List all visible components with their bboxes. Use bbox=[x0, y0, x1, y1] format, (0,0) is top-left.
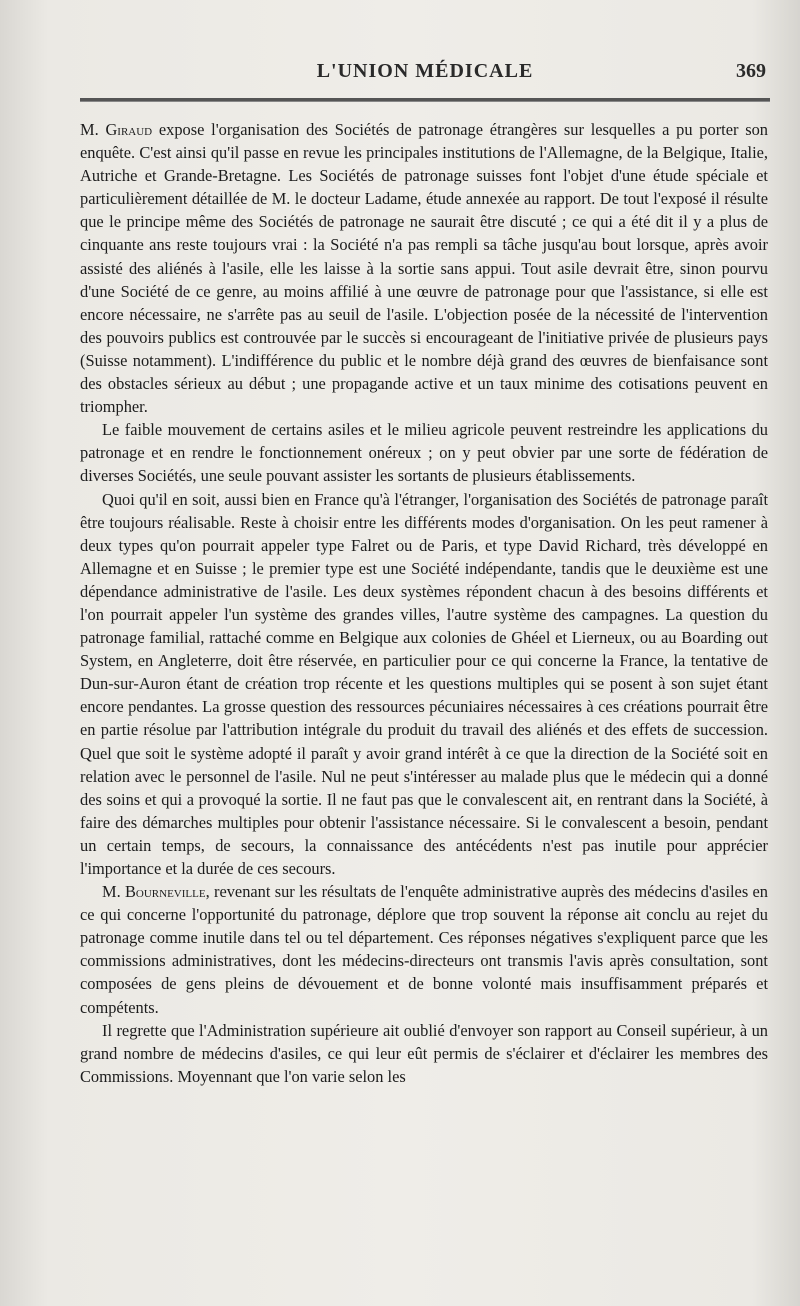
running-title: L'UNION MÉDICALE bbox=[316, 60, 534, 82]
page-header bbox=[80, 60, 770, 90]
paragraph-giraud bbox=[80, 118, 768, 418]
paragraph-text: Il regrette que l'Administration supérieure ait oublié d'envoyer son rapport au Conseil supérieur, à un grand nombre de médecins d'asiles, ce qui leur eût permis de s'éclairer et d'éclairer les membres des Commissions. Moyennant que l'on varie selon les bbox=[80, 1020, 768, 1086]
paragraph-regret bbox=[80, 1019, 768, 1088]
article-body bbox=[80, 118, 768, 1088]
paragraph-text: Quoi qu'il en soit, aussi bien en France qu'à l'étranger, l'organisation des Sociétés de patronage paraît être toujours réalisable. Reste à choisir entre les différents modes d'organisation. On les peut ramener à deux types qu'on pourrait appeler type Falret ou de Paris, et type David Richard, très développé en Allemagne et en Suisse ; le premier type est une Société indépendante, tandis que le deuxième est une dépendance administrative de l'asile. Les deux systèmes répondent chacun à des besoins différents et l'on pourrait appeler l'un système des grandes villes, l'autre système des campagnes. La question du patronage familial, rattaché comme en Belgique aux colonies de Ghéel et Lierneux, ou au Boarding out System, en Angleterre, doit être réservée, en particulier pour ce qui concerne la France, la tentative de Dun-sur-Auron étant de création trop récente et les questions multiples qui se posent à son sujet étant encore pendantes. La grosse question des ressources pécuniaires nécessaires à ces créations pourrait être en partie résolue par l'attribution intégrale du produit du travail des aliénés et des effets de succession. Quel que soit le système adopté il paraît y avoir grand intérêt à ce que la direction de la Société soit en relation avec le personnel de l'asile. Nul ne peut s'intéresser au malade plus que le médecin qui a donné des soins et qui a provoqué la sortie. Il ne faut pas que le convalescent ait, en rentrant dans la Société, à faire des démarches multiples pour obtenir l'assistance nécessaire. Si le convalescent a besoin, pendant un certain temps, de secours, la connaissance des antécédents n'est pas inutile pour apprécier l'importance et la durée de ces secours. bbox=[80, 489, 768, 878]
speaker-name: M. Giraud bbox=[80, 120, 153, 139]
paragraph-text: expose l'organisation des Sociétés de patronage étrangères sur lesquelles a pu porter son enquête. C'est ainsi qu'il passe en revue les principales institutions de l'Allemagne, de la Belgique, Italie, Autriche et Grande-Bretagne. Les Sociétés de patronage suisses font l'objet d'une étude spéciale et particulièrement détaillée de M. le docteur Ladame, étude annexée au rapport. De tout l'exposé il résulte que le principe même des Sociétés de patronage ne saurait être discuté ; ce qui a été dit il y a plus de cinquante ans reste toujours vrai : la Société n'a pas rempli sa tâche jusqu'au bout lorsque, après avoir assisté des aliénés à l'asile, elle les laisse à la sortie sans appui. Tout asile devrait être, sinon pourvu d'une Société de ce genre, au moins affilié à une œuvre de patronage pour que l'assistance, si elle est encore nécessaire, ne s'arrête pas au seuil de l'asile. L'objection posée de la nécessité de l'intervention des pouvoirs publics est controuvée par le succès si encourageant de l'initiative privée de plusieurs pays (Suisse notamment). L'indifférence du public et le nombre déjà grand des œuvres de bienfaisance sont des obstacles sérieux au début ; une propagande active et un taux minime des cotisations peuvent en triompher. bbox=[80, 120, 768, 417]
paragraph-text: Le faible mouvement de certains asiles et le milieu agricole peuvent restreindre les applications du patronage et en rendre le fonctionnement onéreux ; on y peut obvier par une sorte de fédération de diverses Sociétés, une seule pouvant assister les sortants de plusieurs établissements. bbox=[80, 420, 768, 486]
paragraph-mouvement bbox=[80, 418, 768, 487]
paragraph-bourneville bbox=[80, 880, 768, 1019]
page-number: 369 bbox=[736, 60, 766, 82]
header-rule bbox=[80, 98, 770, 102]
speaker-name: M. Bourneville, bbox=[102, 882, 210, 902]
paragraph-text: revenant sur les résultats de l'enquête administrative auprès des médecins d'asiles en ce qui concerne l'opportunité du patronage, déplore que trop souvent la réponse ait conclu au rejet du patronage comme inutile dans tel ou tel département. Ces réponses négatives s'expliquent parce que les commissions administratives, dont les médecins-directeurs ont transmis l'avis après consultation, sont composées de gens pleins de dévouement et de bonne volonté mais insuffisamment préparés et compétents. bbox=[80, 882, 768, 1017]
paragraph-organisation bbox=[80, 488, 768, 881]
